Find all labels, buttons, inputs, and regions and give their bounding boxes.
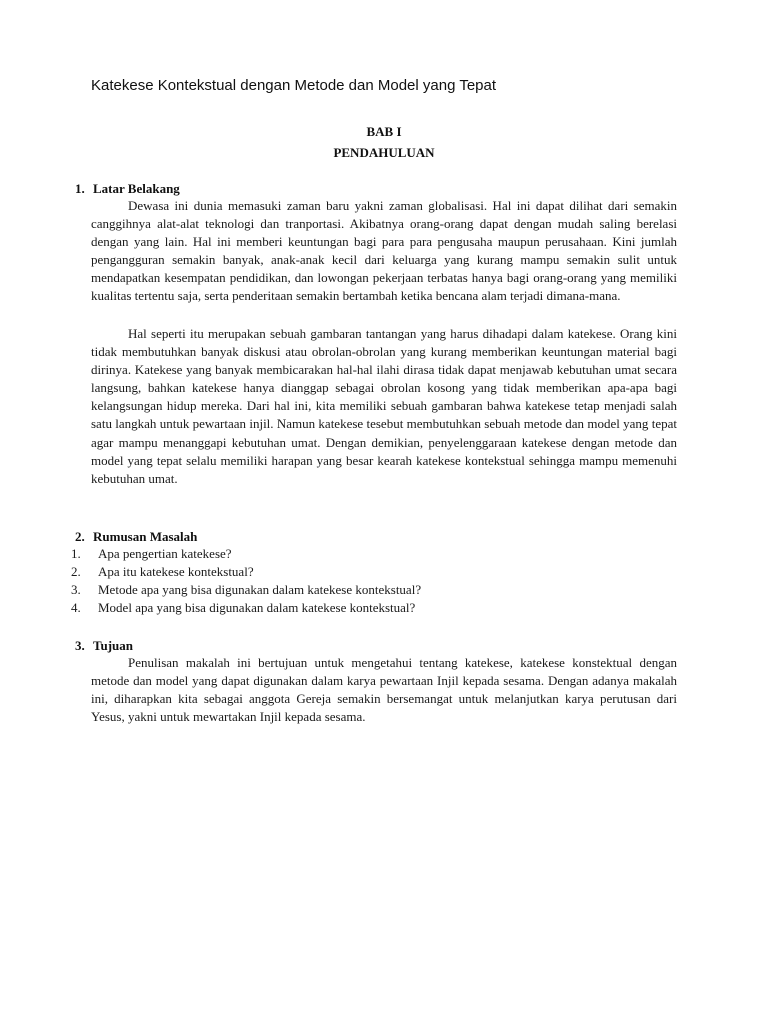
list-text: Apa itu katekese kontekstual? (98, 564, 254, 580)
paragraph: Penulisan makalah ini bertujuan untuk mengetahui tentang katekese, katekese konstektual dengan metode dan model yang dapat digunakan dalam karya pewartaan Injil kepada sesama. Dengan adanya makalah ini, diharapkan kita sebagai anggota Gereja semakin bersemangat untuk melanjutkan karya perutusan dari Yesus, yakni untuk mewartakan Injil kepada sesama. (91, 655, 677, 725)
list-item (71, 599, 421, 617)
section-heading-latar-belakang (75, 181, 180, 197)
section-title: Rumusan Masalah (93, 529, 198, 544)
section-number: 2. (75, 529, 85, 544)
section-title: Latar Belakang (93, 181, 180, 196)
paragraph: Hal seperti itu merupakan sebuah gambaran tantangan yang harus dihadapi dalam katekese. Orang kini tidak membutuhkan banyak diskusi atau obrolan-obrolan yang kurang memberikan keuntungan material bagi dirinya. Katekese yang banyak membicarakan hal-hal ilahi dirasa tidak dapat menjawab kebutuhan umat secara langsung, bahkan katekese hanya dianggap sebagai obrolan kosong yang tidak memberikan apa-apa bagi kelangsungan hidup mereka. Dari hal ini, kita memiliki sebuah gambaran bahwa katekese tetap menjadi salah satu langkah untuk pewartaan injil. Namun katekese tesebut membutuhkan sebuah metode dan model yang tepat agar mampu menanggapi kebutuhan umat. Dengan demikian, penyelenggaraan katekese dengan metode dan model yang tepat selalu memiliki harapan yang besar kearah katekese kontekstual sehingga mampu memenuhi kebutuhan umat. (91, 326, 677, 486)
document-title: Katekese Kontekstual dengan Metode dan Model yang Tepat (91, 77, 497, 94)
list-number: 2. (71, 564, 81, 580)
list-item (71, 563, 421, 581)
list-text: Metode apa yang bisa digunakan dalam katekese kontekstual? (98, 582, 422, 598)
section-heading-rumusan-masalah (75, 529, 197, 545)
list-number: 4. (71, 600, 81, 616)
section-title: Tujuan (93, 638, 133, 653)
question-list (71, 545, 421, 617)
list-text: Apa pengertian katekese? (98, 546, 232, 561)
list-number: 3. (71, 582, 81, 598)
list-item (71, 581, 421, 599)
section-number: 3. (75, 638, 85, 653)
section-number: 1. (75, 181, 85, 196)
list-number: 1. (71, 546, 81, 561)
list-item (71, 545, 421, 563)
paragraph: Dewasa ini dunia memasuki zaman baru yakni zaman globalisasi. Hal ini dapat dilihat dari semakin canggihnya alat-alat teknologi dan tranportasi. Akibatnya orang-orang dapat dengan mudah saling berelasi dengan yang lain. Hal ini memberi keuntungan bagi para para pengusaha maupun perusahaan. Kini jumlah pengangguran semakin banyak, anak-anak kecil dari keluarga yang kurang mampu semakin sulit untuk mendapatkan kesempatan pendidikan, dan lowongan pekerjaan terbatas hanya bagi orang-orang yang memiliki kualitas tertentu saja, serta penderitaan semakin bertambah ketika bencana alam terjadi dimana-mana. (91, 198, 677, 304)
list-text: Model apa yang bisa digunakan dalam katekese kontekstual? (98, 600, 416, 616)
chapter-title: PENDAHULUAN (333, 145, 435, 160)
section-heading-tujuan (75, 638, 133, 654)
chapter-number: BAB I (366, 124, 402, 139)
